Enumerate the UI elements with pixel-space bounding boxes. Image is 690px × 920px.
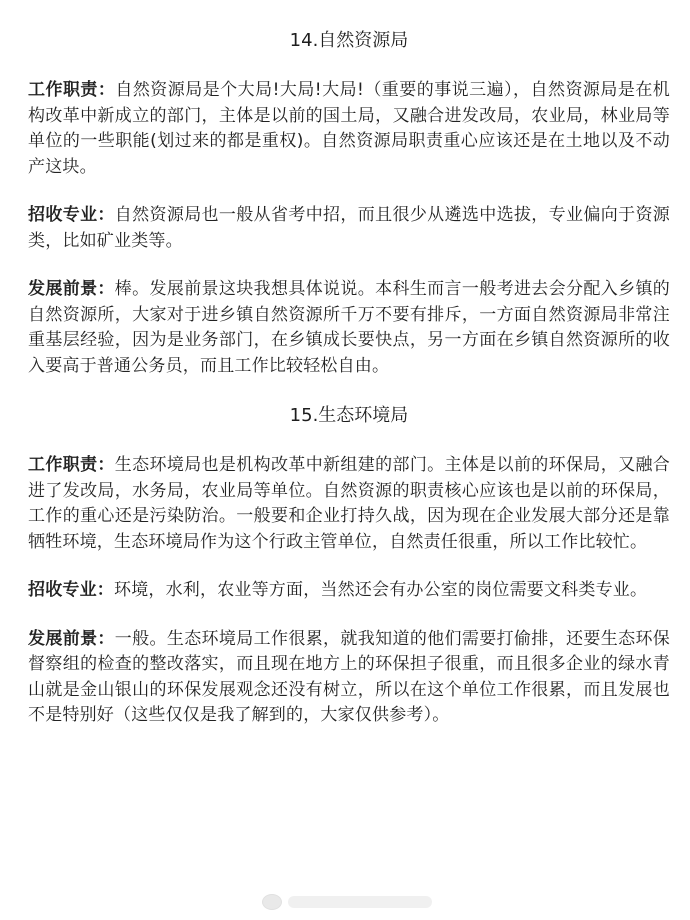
paragraph-majors [28,203,670,254]
paragraph-key: 发展前景： [28,628,115,649]
paragraph-text: 棒。发展前景这块我想具体说说。本科生而言一般考进去会分配入乡镇的自然资源所，大家对于进乡镇自然资源所千万不要有排斥，一方面自然资源局非常注重基层经验，因为是业务部门，在乡镇成长要快点，另一方面在乡镇自然资源所的收入要高于普通公务员，而且工作比较轻松自由。 [28,279,670,376]
section-title: 15.生态环境局 [289,405,409,426]
paragraph-text: 一般。生态环境局工作很累，就我知道的他们需要打偷排，还要生态环保督察组的检查的整改落实，而且现在地方上的环保担子很重，而且很多企业的绿水青山就是金山银山的环保发展观念还没有树立，所以在这个单位工作很累，而且发展也不是特别好（这些仅仅是我了解到的，大家仅供参考）。 [28,628,670,725]
paragraph-key: 招收专业： [28,205,115,225]
paragraph-key: 招收专业： [28,580,114,600]
paragraph-text: 生态环境局也是机构改革中新组建的部门。主体是以前的环保局，又融合进了发改局，水务局，农业局等单位。自然资源的职责核心应该也是以前的环保局，工作的重心还是污染防治。一般要和企业打持久战，因为现在企业发展大部分还是靠牺牲环境，生态环境局作为这个行政主管单位，自然责任很重，所以工作比较忙。 [28,455,670,552]
section-ecology-environment [28,401,670,729]
paragraph-text: 环境，水利，农业等方面，当然还会有办公室的岗位需要文科类专业。 [114,580,648,600]
paragraph-key: 工作职责： [28,80,116,100]
paragraph-key: 工作职责： [28,455,115,475]
paragraph-duties [28,78,670,180]
paragraph-prospects [28,627,670,729]
paragraph-text: 自然资源局也一般从省考中招，而且很少从遴选中选拔，专业偏向于资源类，比如矿业类等。 [28,205,670,251]
watermark-logo-icon [262,894,282,910]
paragraph-text: 自然资源局是个大局!大局!大局!（重要的事说三遍），自然资源局是在机构改革中新成立的部门，主体是以前的国土局，又融合进发改局，农业局，林业局等单位的一些职能(划过来的都是重权)。自然资源局职责重心应该还是在土地以及不动产这块。 [28,80,671,177]
section-title: 14.自然资源局 [289,30,409,51]
paragraph-duties [28,453,670,555]
paragraph-prospects [28,277,670,379]
section-natural-resources [28,26,670,379]
watermark-bar [288,896,432,908]
paragraph-majors [28,578,670,604]
watermark [262,893,432,911]
paragraph-key: 发展前景： [28,279,115,299]
